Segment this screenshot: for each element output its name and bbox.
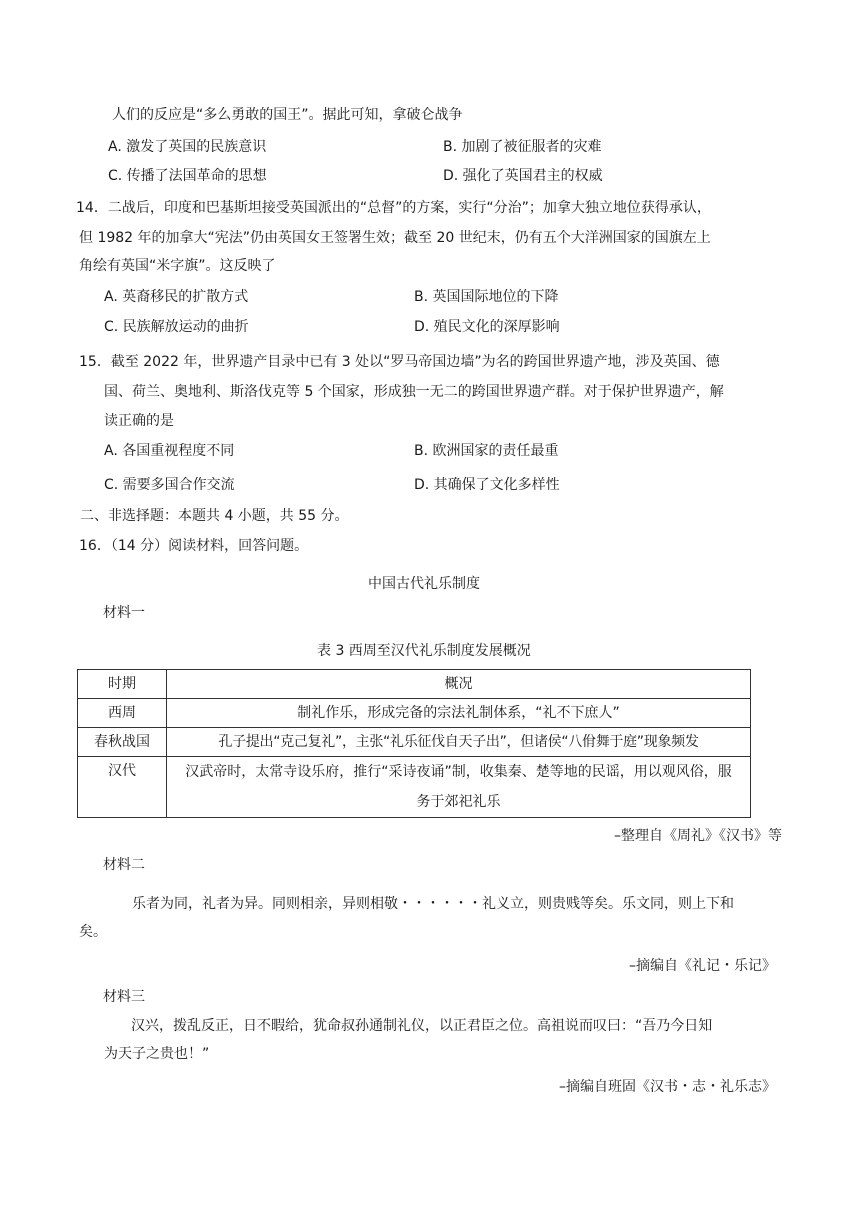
q14-option-c: C. 民族解放运动的曲折 <box>104 319 249 335</box>
q13-option-c: C. 传播了法国革命的思想 <box>108 168 267 184</box>
material-2-label: 材料二 <box>103 857 145 873</box>
table-header-row <box>78 670 751 699</box>
q16-title: 中国古代礼乐制度 <box>368 576 480 592</box>
q13-option-d: D. 强化了英国君主的权威 <box>443 168 603 184</box>
table-header-cell: 时期 <box>78 670 167 699</box>
table-cell: 春秋战国 <box>78 728 167 757</box>
q14-line-3: 角绘有英国“米字旗”。这反映了 <box>79 258 276 274</box>
q15-option-a: A. 各国重视程度不同 <box>104 443 235 459</box>
q13-option-a: A. 激发了英国的民族意识 <box>108 139 267 155</box>
table-cell: 孔子提出“克己复礼”，主张“礼乐征伐自天子出”，但诸侯“八佾舞于庭”现象频发 <box>167 728 751 757</box>
q14-line-1: 14．二战后，印度和巴基斯坦接受英国派出的“总督”的方案，实行“分治”；加拿大独立地位获得承认， <box>76 200 711 216</box>
table-cell: 汉武帝时，太常寺设乐府，推行“采诗夜诵”制，收集秦、楚等地的民谣，用以观风俗，服务于郊祀礼乐 <box>167 757 751 818</box>
table-cell: 汉代 <box>78 757 167 818</box>
q14-option-a: A. 英裔移民的扩散方式 <box>104 289 249 305</box>
table-cell: 制礼作乐，形成完备的宗法礼制体系，“礼不下庶人” <box>167 699 751 728</box>
table-source: –整理自《周礼》《汉书》等 <box>614 828 782 844</box>
table-row <box>78 757 751 818</box>
material-2-line-2: 矣。 <box>79 924 107 940</box>
material-1-label: 材料一 <box>103 605 145 621</box>
material-3-label: 材料三 <box>103 989 145 1005</box>
table-row <box>78 699 751 728</box>
q15-option-d: D. 其确保了文化多样性 <box>414 477 560 493</box>
q15-line-1: 15．截至 2022 年，世界遗产目录中已有 3 处以“罗马帝国边墙”为名的跨国世界遗产地，涉及英国、德 <box>79 354 720 370</box>
q15-line-3: 读正确的是 <box>104 413 174 429</box>
section-heading: 二、非选择题：本题共 4 小题，共 55 分。 <box>80 508 349 524</box>
q14-option-d: D. 殖民文化的深厚影响 <box>414 319 560 335</box>
q14-option-b: B. 英国国际地位的下降 <box>414 289 559 305</box>
table-header-cell: 概况 <box>167 670 751 699</box>
table-caption: 表 3 西周至汉代礼乐制度发展概况 <box>317 643 531 659</box>
q15-option-b: B. 欧洲国家的责任最重 <box>414 443 559 459</box>
q13-stem: 人们的反应是“多么勇敢的国王”。据此可知，拿破仑战争 <box>112 107 463 123</box>
q15-line-2: 国、荷兰、奥地利、斯洛伐克等 5 个国家，形成独一无二的跨国世界遗产群。对于保护世界遗产，解 <box>104 384 724 400</box>
table <box>77 669 751 818</box>
q16-heading: 16．（14 分）阅读材料，回答问题。 <box>79 538 309 554</box>
q15-option-c: C. 需要多国合作交流 <box>104 477 235 493</box>
material-2-line-1: 乐者为同，礼者为异。同则相亲，异则相敬・・・・・・礼义立，则贵贱等矣。乐文同，则上下和 <box>132 896 734 912</box>
table-row <box>78 728 751 757</box>
table-cell: 西周 <box>78 699 167 728</box>
material-2-source: –摘编自《礼记・乐记》 <box>629 958 776 974</box>
material-3-source: –摘编自班固《汉书・志・礼乐志》 <box>559 1079 776 1095</box>
q13-option-b: B. 加剧了被征服者的灾难 <box>443 139 602 155</box>
q14-line-2: 但 1982 年的加拿大“宪法”仍由英国女王签署生效；截至 20 世纪末，仍有五个大洋洲国家的国旗左上 <box>79 230 711 246</box>
material-3-line-2: 为天子之贵也！” <box>104 1046 210 1062</box>
material-3-line-1: 汉兴，拨乱反正，日不暇给，犹命叔孙通制礼仪，以正君臣之位。高祖说而叹曰：“吾乃今日知 <box>131 1018 713 1034</box>
